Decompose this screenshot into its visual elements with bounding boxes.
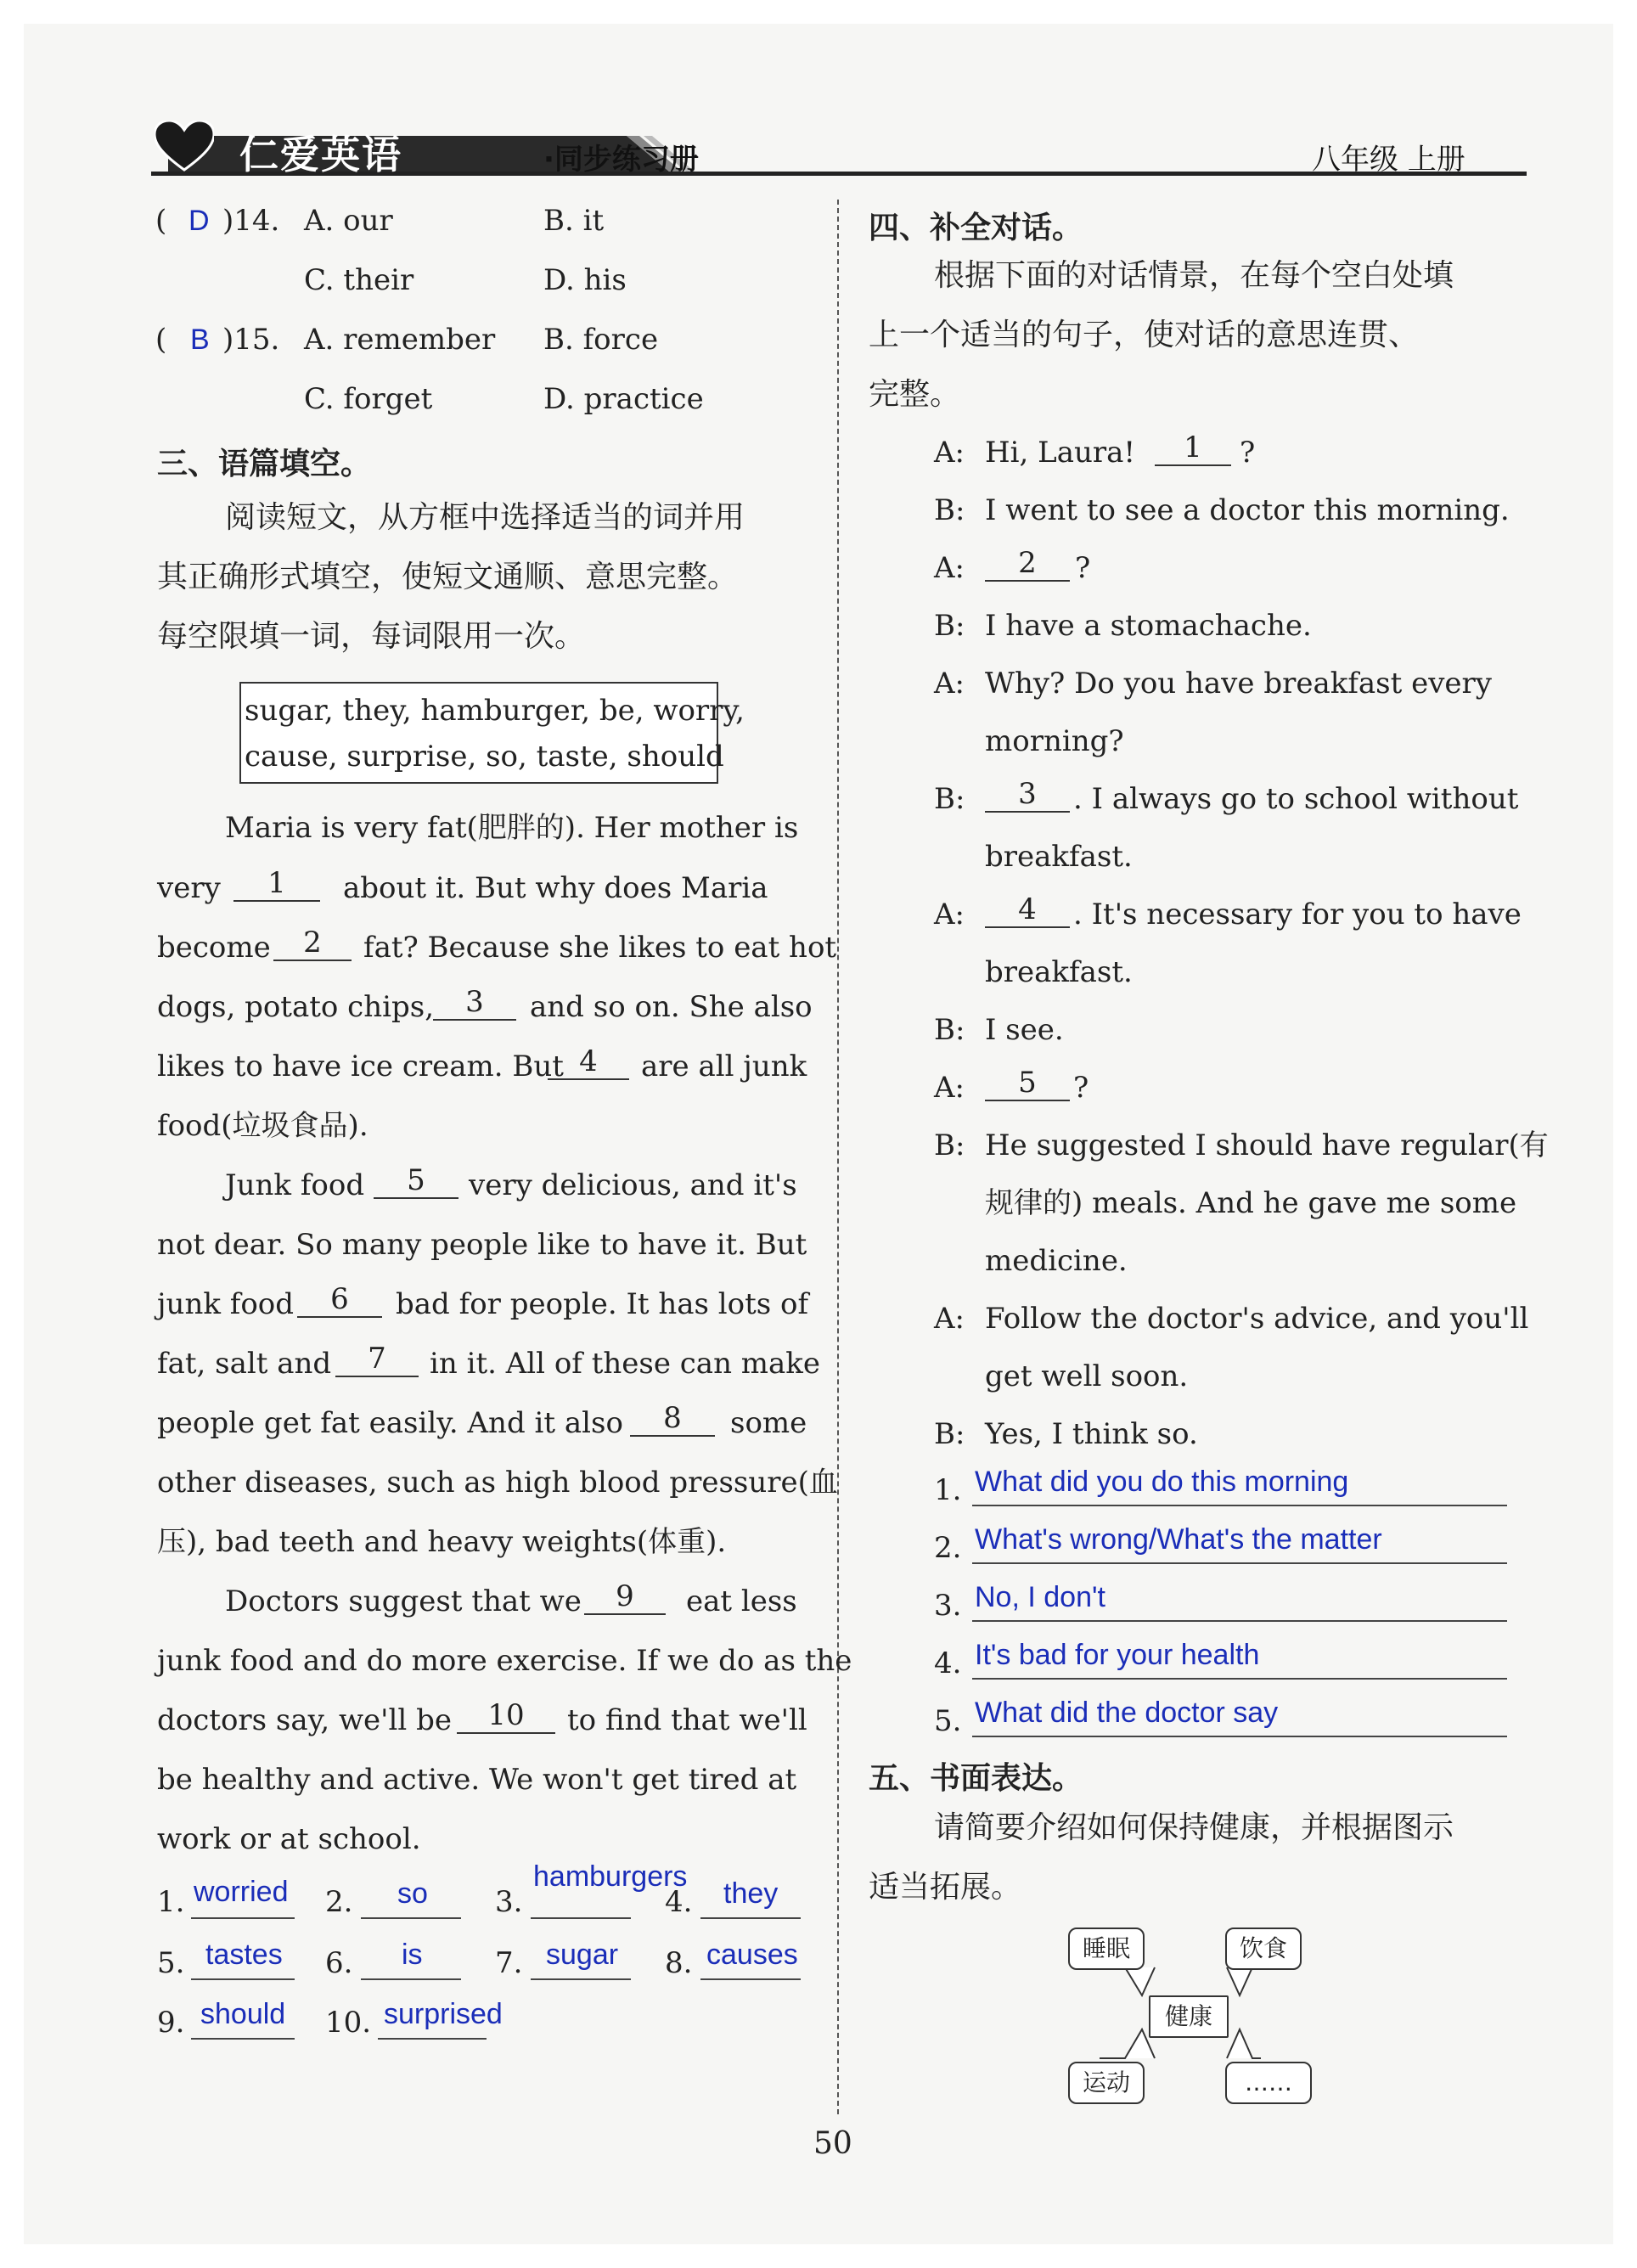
answer-line-1 [191, 1917, 295, 1919]
dialog-blank-2: 2 [985, 546, 1070, 582]
blank-5: 5 [374, 1163, 458, 1199]
dialog-speaker: A: [934, 436, 965, 470]
dialog-text: He suggested I should have regular(有 [985, 1128, 1549, 1162]
header-grade: 八年级 上册 [1312, 143, 1465, 177]
para3-line-4: be healthy and active. We won't get tired at [157, 1763, 797, 1797]
header-subtitle: ·同步练习册 [543, 143, 699, 177]
answer-line-10 [378, 2038, 487, 2040]
dialog-speaker: B: [934, 1128, 965, 1162]
q14-option-c: C. their [304, 263, 414, 297]
blank-10: 10 [457, 1698, 555, 1734]
answer-line-7 [531, 1978, 631, 1980]
section3-instruction-3: 每空限填一词，每词限用一次。 [157, 619, 586, 654]
para2-line-3-b: bad for people. It has lots of [396, 1287, 809, 1321]
mindmap-more: …… [1225, 2062, 1312, 2104]
dialog-answer-line-4 [972, 1678, 1507, 1680]
para2-line-3-a: junk food [157, 1287, 295, 1321]
q14-option-d: D. his [543, 263, 627, 297]
para3-line-5: work or at school. [157, 1822, 421, 1856]
answer-line-8 [700, 1978, 801, 1980]
blank-8: 8 [630, 1401, 715, 1437]
q15-number: )15. [222, 323, 280, 357]
answer-line-3 [531, 1917, 631, 1919]
dialog-speaker: A: [934, 898, 965, 931]
dialog-text: ? [1073, 1071, 1089, 1105]
answer-num-4: 4. [665, 1885, 693, 1919]
blank-4: 4 [548, 1044, 629, 1080]
dialog-blank-1: 1 [1155, 431, 1231, 466]
dialog-text: I have a stomachache. [985, 609, 1312, 643]
dialog-answer-4: It's bad for your health [975, 1639, 1260, 1671]
para2-line-1-a: Junk food [225, 1168, 365, 1202]
column-divider [837, 200, 839, 2114]
blank-1: 1 [233, 866, 320, 902]
dialog-text: Hi, Laura! [985, 436, 1136, 470]
blank-7: 7 [335, 1342, 419, 1377]
para3-line-1-b: eat less [686, 1584, 797, 1618]
answer-7: sugar [546, 1939, 619, 1971]
dialog-answer-line-5 [972, 1736, 1507, 1737]
section3-instruction-1: 阅读短文，从方框中选择适当的词并用 [225, 500, 745, 535]
blank-9: 9 [584, 1579, 666, 1615]
dialog-answer-1: What did you do this morning [975, 1466, 1349, 1498]
dialog-text: 规律的) meals. And he gave me some [985, 1186, 1517, 1220]
answer-line-9 [191, 2038, 295, 2040]
answer-1: worried [194, 1876, 289, 1908]
answer-num-2: 2. [325, 1885, 353, 1919]
para3-line-1-a: Doctors suggest that we [225, 1584, 582, 1618]
dialog-speaker: A: [934, 1302, 965, 1336]
dialog-blank-5: 5 [985, 1066, 1070, 1101]
answer-num-1: 1. [157, 1885, 185, 1919]
answer-9: should [200, 1998, 286, 2030]
dialog-text: ? [1075, 551, 1091, 585]
dialog-answer-5: What did the doctor say [975, 1697, 1279, 1729]
dialog-answer-num-5: 5. [934, 1704, 962, 1738]
dialog-answer-num-1: 1. [934, 1473, 962, 1507]
q14-open-paren: ( [155, 204, 167, 238]
answer-num-5: 5. [157, 1946, 185, 1980]
section5-title: 五、书面表达。 [869, 1761, 1083, 1796]
dialog-speaker: B: [934, 782, 965, 816]
para1-line-5-a: likes to have ice cream. But [157, 1050, 564, 1083]
answer-num-7: 7. [495, 1946, 523, 1980]
dialog-answer-line-2 [972, 1562, 1507, 1564]
para1-line-6: food(垃圾食品). [157, 1109, 368, 1143]
dialog-blank-3: 3 [985, 777, 1070, 813]
answer-num-9: 9. [157, 2006, 185, 2040]
word-box-line-2: cause, surprise, so, taste, should [245, 740, 724, 774]
dialog-text: Why? Do you have breakfast every [985, 667, 1493, 701]
dialog-text: Yes, I think so. [985, 1417, 1198, 1451]
dialog-answer-num-4: 4. [934, 1646, 962, 1680]
answer-4: they [723, 1877, 779, 1910]
dialog-speaker: A: [934, 667, 965, 701]
para1-line-2-b: about it. But why does Maria [343, 871, 768, 905]
q15-option-a: A. remember [304, 323, 496, 357]
section4-title: 四、补全对话。 [869, 211, 1083, 245]
dialog-text: ? [1240, 436, 1256, 470]
blank-3: 3 [433, 985, 516, 1021]
mindmap-diet: 饮食 [1225, 1928, 1302, 1970]
dialog-speaker: A: [934, 1071, 965, 1105]
dialog-blank-4: 4 [985, 892, 1070, 928]
answer-line-5 [191, 1978, 295, 1980]
dialog-text: get well soon. [985, 1359, 1189, 1393]
dialog-text: . It's necessary for you to have [1073, 898, 1522, 931]
q14-option-a: A. our [304, 204, 393, 238]
answer-8: causes [706, 1939, 798, 1971]
dialog-text: I went to see a doctor this morning. [985, 493, 1510, 527]
para2-line-1-b: very delicious, and it's [469, 1168, 797, 1202]
para2-line-5-a: people get fat easily. And it also [157, 1406, 623, 1440]
para1-line-3-b: fat? Because she likes to eat hot [363, 931, 837, 965]
dialog-text: morning? [985, 724, 1124, 758]
q15-open-paren: ( [155, 323, 167, 357]
section5-instruction-1: 请简要介绍如何保持健康，并根据图示 [934, 1810, 1454, 1845]
section4-instruction-3: 完整。 [869, 377, 961, 412]
dialog-speaker: B: [934, 1013, 965, 1047]
para3-line-3-b: to find that we'll [567, 1703, 807, 1737]
q15-answer: B [190, 324, 210, 356]
q15-option-b: B. force [543, 323, 659, 357]
q15-option-d: D. practice [543, 382, 704, 416]
dialog-answer-line-3 [972, 1620, 1507, 1622]
para2-line-4-a: fat, salt and [157, 1347, 332, 1381]
dialog-text: breakfast. [985, 840, 1133, 874]
para2-line-6: other diseases, such as high blood pressure(血 [157, 1466, 838, 1500]
answer-line-2 [361, 1917, 461, 1919]
section3-instruction-2: 其正确形式填空，使短文通顺、意思完整。 [157, 560, 739, 594]
answer-line-6 [361, 1978, 461, 1980]
para1-line-5-b: are all junk [641, 1050, 807, 1083]
section5-instruction-2: 适当拓展。 [869, 1870, 1022, 1905]
answer-num-10: 10. [325, 2006, 372, 2040]
q15-option-c: C. forget [304, 382, 433, 416]
dialog-text: Follow the doctor's advice, and you'll [985, 1302, 1529, 1336]
answer-10: surprised [384, 1998, 503, 2030]
answer-num-6: 6. [325, 1946, 353, 1980]
answer-5: tastes [205, 1939, 283, 1971]
dialog-speaker: B: [934, 493, 965, 527]
answer-num-3: 3. [495, 1885, 523, 1919]
section4-instruction-1: 根据下面的对话情景，在每个空白处填 [934, 258, 1454, 293]
page-number: 50 [813, 2126, 852, 2161]
para1-line-2-a: very [157, 871, 221, 905]
section4-instruction-2: 上一个适当的句子，使对话的意思连贯、 [869, 318, 1420, 352]
mindmap-center-health: 健康 [1149, 1995, 1229, 2038]
dialog-text: I see. [985, 1013, 1064, 1047]
para1-line-4-a: dogs, potato chips, [157, 990, 435, 1024]
dialog-answer-2: What's wrong/What's the matter [975, 1523, 1382, 1556]
dialog-text: medicine. [985, 1244, 1128, 1278]
word-box [239, 682, 745, 784]
para1-line-3-a: become [157, 931, 271, 965]
answer-6: is [402, 1939, 423, 1971]
para3-line-2: junk food and do more exercise. If we do as the [157, 1644, 852, 1678]
section3-title: 三、语篇填空。 [157, 447, 372, 481]
para2-line-4-b: in it. All of these can make [430, 1347, 821, 1381]
dialog-text: breakfast. [985, 955, 1133, 989]
dialog-text: . I always go to school without [1073, 782, 1519, 816]
q14-answer: D [188, 205, 210, 237]
dialog-speaker: B: [934, 609, 965, 643]
q14-number: )14. [222, 204, 280, 238]
header-logo-title: 仁爱英语 [239, 132, 402, 177]
dialog-answer-line-1 [972, 1505, 1507, 1506]
blank-6: 6 [297, 1282, 382, 1318]
blank-2: 2 [273, 926, 352, 961]
para2-line-5-b: some [730, 1406, 807, 1440]
heart-logo-icon [155, 121, 214, 173]
q14-option-b: B. it [543, 204, 605, 238]
dialog-speaker: A: [934, 551, 965, 585]
answer-num-8: 8. [665, 1946, 693, 1980]
dialog-answer-num-2: 2. [934, 1531, 962, 1565]
mindmap-sleep: 睡眠 [1068, 1928, 1145, 1970]
para1-line-4-b: and so on. She also [530, 990, 813, 1024]
answer-3: hamburgers [533, 1860, 688, 1893]
para2-line-7: 压), bad teeth and heavy weights(体重). [157, 1525, 727, 1559]
answer-line-4 [700, 1917, 801, 1919]
mindmap-exercise: 运动 [1068, 2062, 1145, 2104]
answer-2: so [397, 1877, 428, 1910]
dialog-answer-3: No, I don't [975, 1581, 1105, 1613]
word-box-line-1: sugar, they, hamburger, be, worry, [245, 694, 745, 728]
para3-line-3-a: doctors say, we'll be [157, 1703, 452, 1737]
dialog-answer-num-3: 3. [934, 1589, 962, 1623]
para1-line-1: Maria is very fat(肥胖的). Her mother is [225, 811, 799, 845]
dialog-speaker: B: [934, 1417, 965, 1451]
para2-line-2: not dear. So many people like to have it. But [157, 1228, 807, 1262]
